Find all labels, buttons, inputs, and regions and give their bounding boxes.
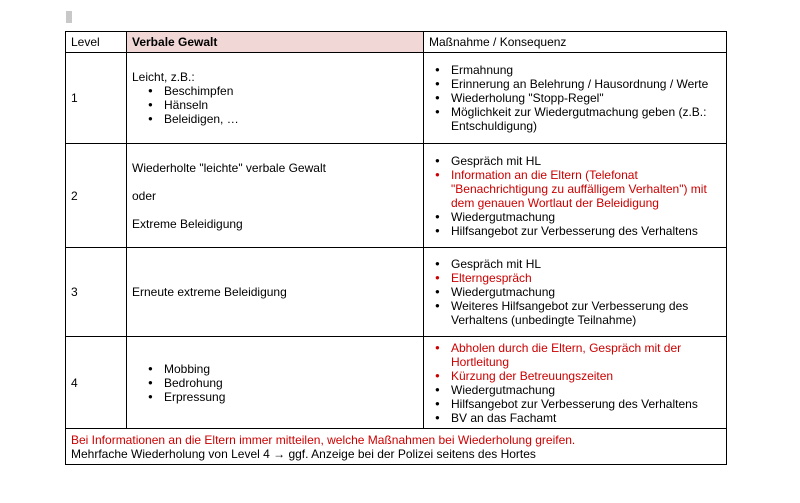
level-cell: 3 [66,248,127,337]
table-footer-row [66,429,727,465]
footer-note-line: Bei Informationen an die Eltern immer mitteilen, welche Maßnahmen bei Wiederholung greifen. [71,432,576,447]
table-row [66,248,727,337]
list-item: ● Wiederholung "Stopp-Regel" [451,91,721,105]
measures-cell [424,53,727,144]
parent-info-text: Information an die Eltern [451,167,582,182]
measures-list [429,154,721,238]
level-cell: 1 [66,53,127,144]
level-cell: 4 [66,337,127,429]
consequences-table [65,31,727,465]
text-cursor-marker [66,11,72,23]
measures-cell [424,337,727,429]
list-item: ● Wiedergutmachung [451,285,721,299]
table-row [66,337,727,429]
list-item: ● Weiteres Hilfsangebot zur Verbesserung des Verhaltens (unbedingte Teilnahme) [451,299,721,327]
list-item: ● Gespräch mit HL [451,257,721,271]
table-row [66,53,727,144]
list-item: ● Beleidigen, … [164,112,418,126]
list-item: ● Mobbing [164,362,418,376]
list-item: ● Beschimpfen [164,84,418,98]
list-item: ● Hilfsangebot zur Verbesserung des Verhaltens [451,397,721,411]
measures-cell [424,144,727,248]
list-item: ● Abholen durch die Eltern, Gespräch mit der Hortleitung [451,341,721,369]
description-cell [127,144,424,248]
description-cell [127,53,424,144]
footer-note-line: Mehrfache Wiederholung von Level 4 → ggf. Anzeige bei der Polizei seitens des Hortes [71,446,536,461]
description-list [132,84,418,126]
list-item: ● Hänseln [164,98,418,112]
list-item: ● Wiedergutmachung [451,210,721,224]
table-header-row [66,32,727,53]
list-item: ● Kürzung der Betreuungszeiten [451,369,721,383]
measures-list [429,341,721,425]
description-cell: Erneute extreme Beleidigung [127,248,424,337]
table-row [66,144,727,248]
description-list [132,362,418,404]
list-item: ● Ermahnung [451,63,721,77]
description-intro: Leicht, z.B.: [132,70,195,84]
description-cell [127,337,424,429]
footer-note-cell [66,429,727,465]
measures-list [429,63,721,133]
list-item: ● Hilfsangebot zur Verbesserung des Verhaltens [451,224,721,238]
list-item: ● BV an das Fachamt [451,411,721,425]
level-cell: 2 [66,144,127,248]
list-item: ● Möglichkeit zur Wiedergutmachung geben (z.B.: Entschuldigung) [451,105,721,133]
phone-note-text: (Telefonat "Benachrichtigung zu auffälligem Verhalten") [451,167,691,196]
list-item: ● Bedrohung [164,376,418,390]
list-item: ● Wiedergutmachung [451,383,721,397]
header-level: Level [66,32,127,53]
list-item: ● Erinnerung an Belehrung / Hausordnung / Werte [451,77,721,91]
measures-list [429,257,721,327]
list-item: ● Erpressung [164,390,418,404]
description-line: Wiederholte "leichte" verbale Gewalt [132,160,326,175]
list-item: ● Elterngespräch [451,271,721,285]
header-measures: Maßnahme / Konsequenz [424,32,727,53]
measures-cell [424,248,727,337]
list-item: ● Gespräch mit HL [451,154,721,168]
wording-note-text: mit dem genauen Wortlaut der Beleidigung [451,181,707,210]
description-line: oder [132,188,157,203]
list-item [451,168,721,210]
header-verbal-violence: Verbale Gewalt [127,32,424,53]
description-line: Extreme Beleidigung [132,216,243,231]
